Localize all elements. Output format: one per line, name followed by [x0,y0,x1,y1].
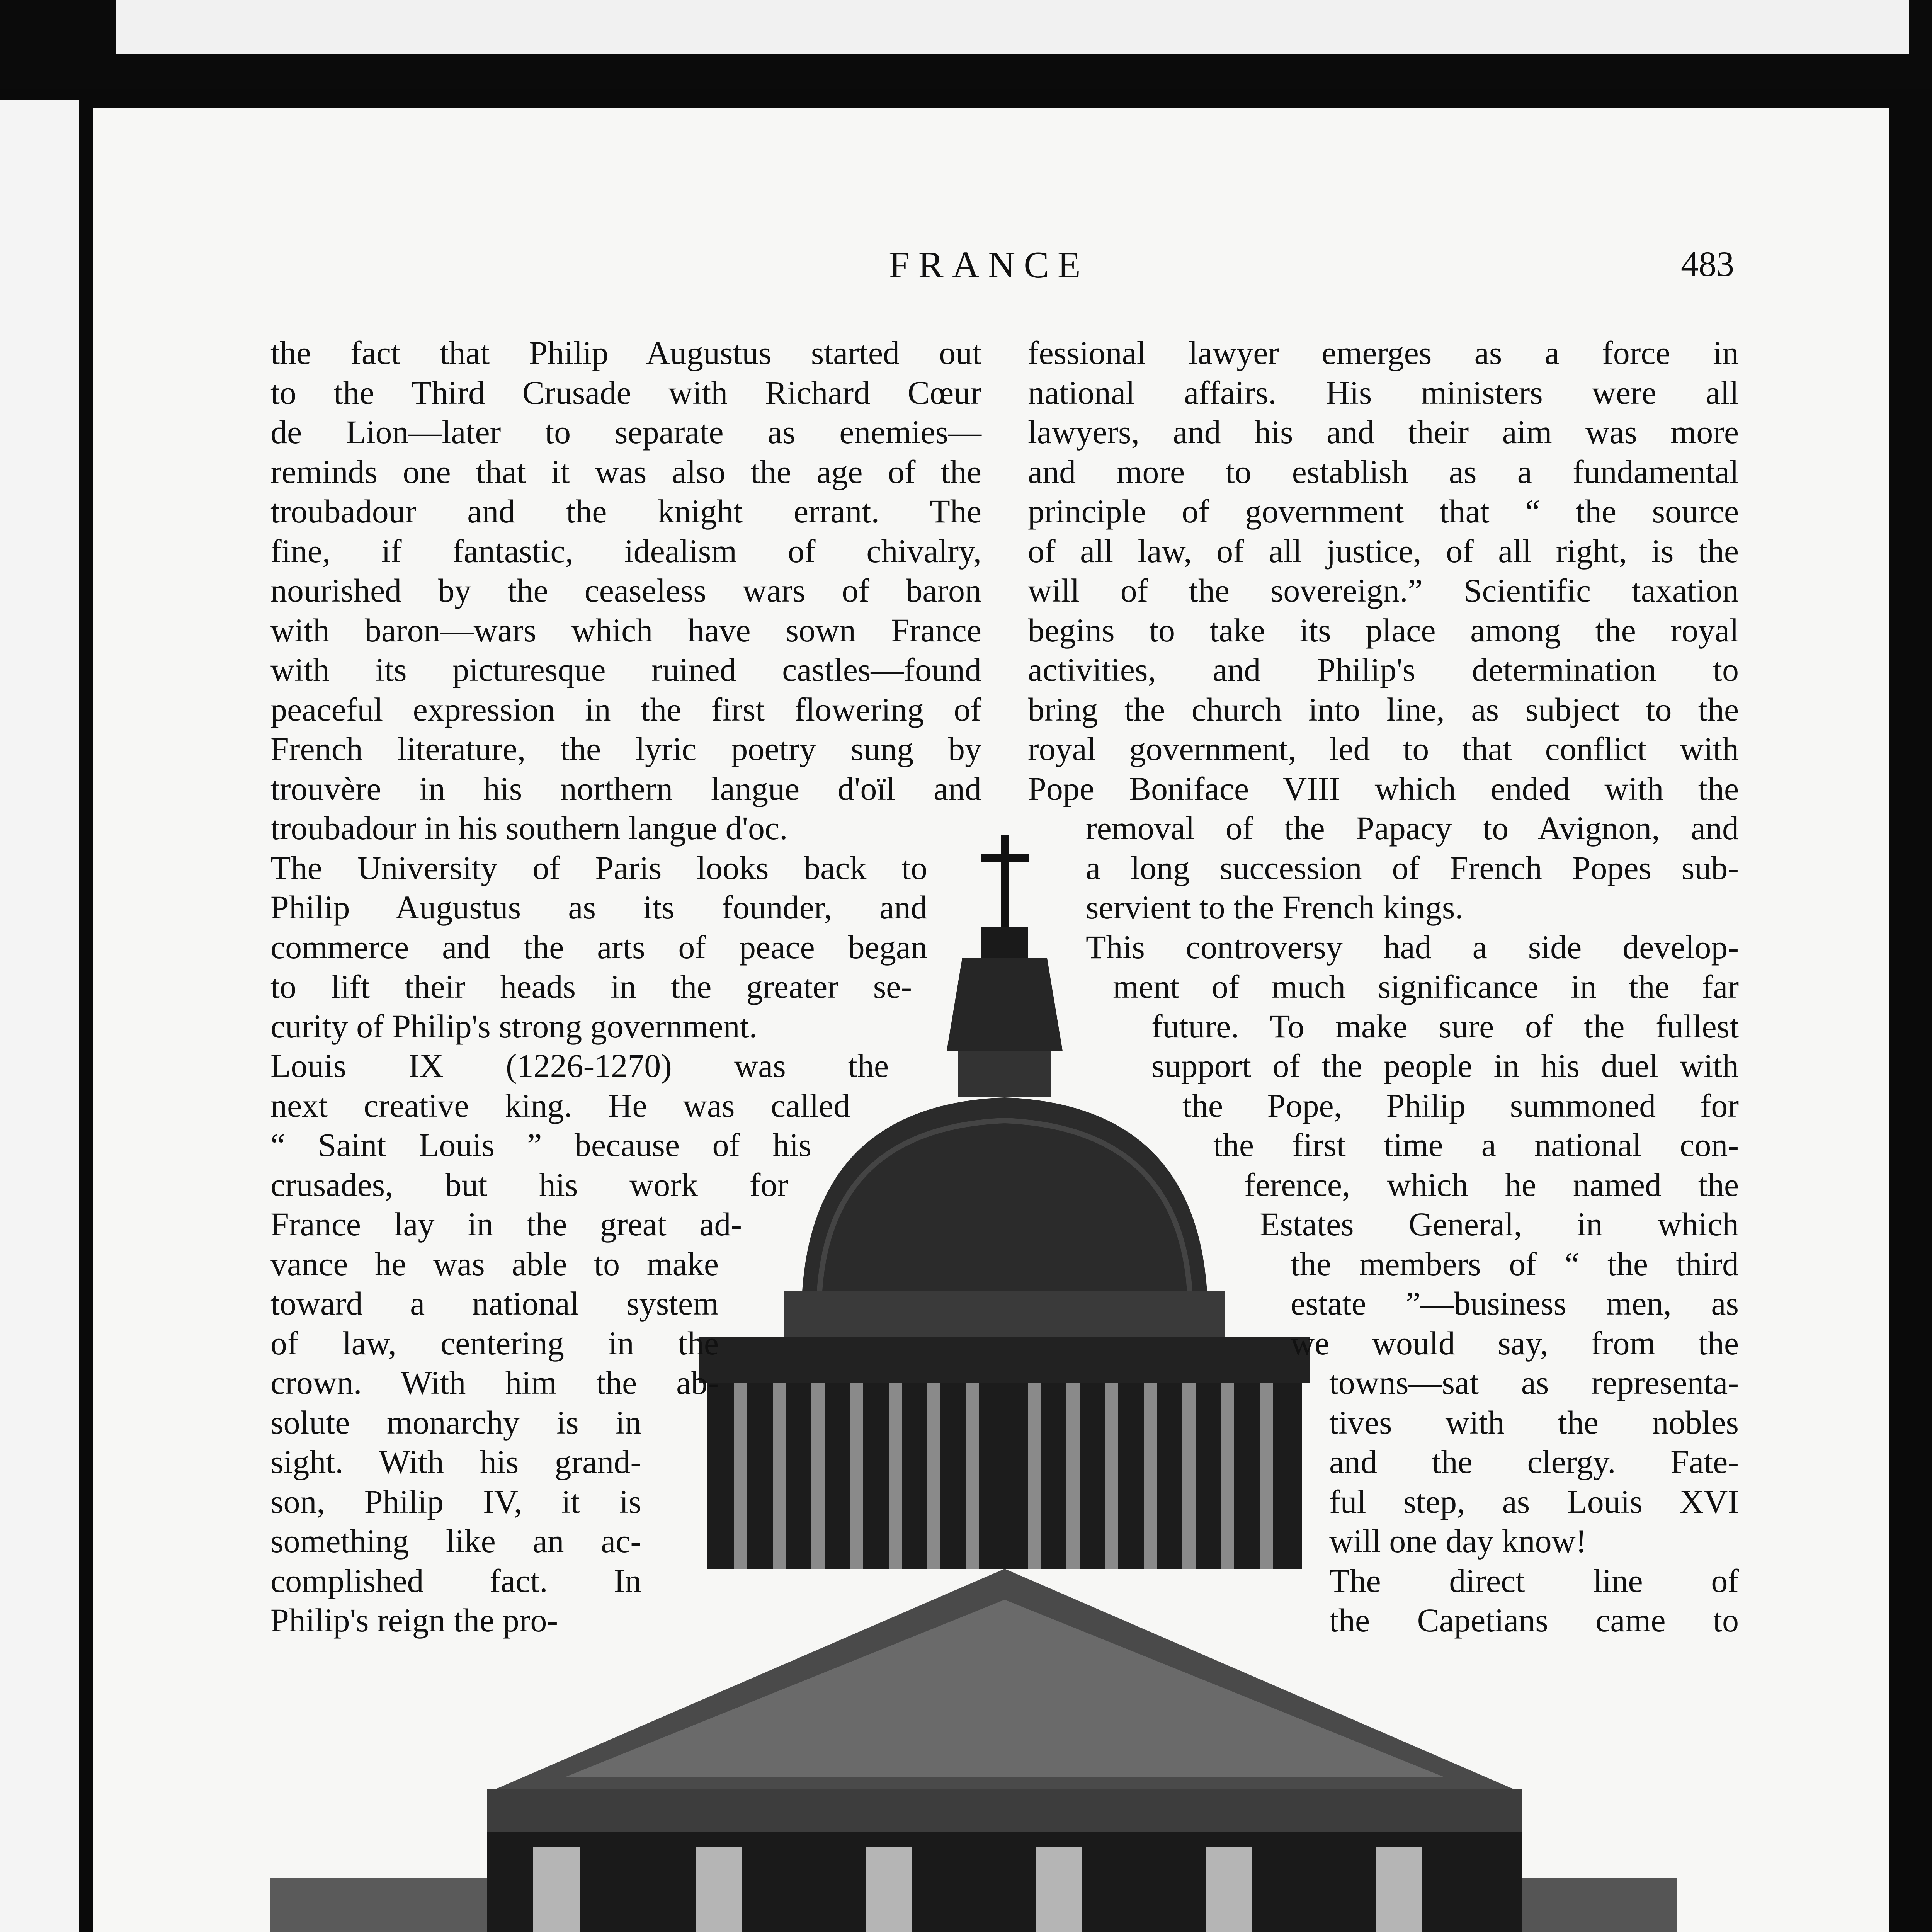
text-line: toward a national system [270,1285,719,1322]
previous-page-edge [116,0,1909,54]
text-line: troubadour in his southern langue d'oc. [270,810,788,847]
text-line: with baron—wars which have sown France [270,611,981,649]
text-line: ment of much significance in the far [1113,968,1739,1005]
text-line: we would say, from the [1291,1324,1739,1362]
adjacent-page-sliver [0,100,79,1932]
text-line: French literature, the lyric poetry sung by [270,730,981,767]
text-line: ference, which he named the [1244,1166,1739,1203]
text-line: solute monarchy is in [270,1403,641,1441]
text-line: will of the sovereign.” Scientific taxation [1028,572,1739,609]
text-line: to lift their heads in the greater se- [270,968,912,1005]
text-line: the members of “ the third [1291,1245,1739,1282]
text-line: begins to take its place among the royal [1028,611,1739,649]
text-line: and more to establish as a fundamental [1028,453,1739,490]
text-line: curity of Philip's strong government. [270,1007,757,1045]
text-line: the Capetians came to [1329,1602,1739,1639]
text-line: national affairs. His ministers were all [1028,374,1739,411]
text-line: fessional lawyer emerges as a force in [1028,334,1739,371]
text-line: troubadour and the knight errant. The [270,493,981,530]
text-line: The University of Paris looks back to [270,849,927,886]
text-line: and the clergy. Fate- [1329,1443,1739,1480]
text-line: “ Saint Louis ” because of his [270,1126,811,1163]
text-line: estate ”—business men, as [1291,1285,1739,1322]
text-line: towns—sat as representa- [1329,1364,1739,1401]
text-line: commerce and the arts of peace began [270,928,927,966]
text-line: This controversy had a side develop- [1086,928,1739,966]
text-line: removal of the Papacy to Avignon, and [1086,810,1739,847]
text-line: Philip Augustus as its founder, and [270,889,927,926]
text-line: activities, and Philip's determination to [1028,651,1739,688]
text-line: a long succession of French Popes sub- [1086,849,1739,886]
text-line: Philip's reign the pro- [270,1602,558,1639]
text-line: son, Philip IV, it is [270,1483,641,1520]
text-line: support of the people in his duel with [1151,1047,1739,1084]
text-line: lawyers, and his and their aim was more [1028,413,1739,451]
text-line: with its picturesque ruined castles—found [270,651,981,688]
text-line: sight. With his grand- [270,1443,641,1480]
text-line: ful step, as Louis XVI [1329,1483,1739,1520]
text-line: Pope Boniface VIII which ended with the [1028,770,1739,807]
text-line: trouvère in his northern langue d'oïl and [270,770,981,807]
left-text-column [270,333,981,1640]
text-line: The direct line of [1329,1562,1739,1599]
text-line: crusades, but his work for [270,1166,788,1203]
text-line: to the Third Crusade with Richard Cœur [270,374,981,411]
text-line: complished fact. In [270,1562,641,1599]
text-line: Estates General, in which [1260,1206,1739,1243]
text-line: will one day know! [1329,1522,1587,1560]
text-line: bring the church into line, as subject to the [1028,690,1739,728]
text-line: of all law, of all justice, of all right, is the [1028,532,1739,570]
text-line: next creative king. He was called [270,1087,850,1124]
text-line: peaceful expression in the first flowering of [270,690,981,728]
text-line: vance he was able to make [270,1245,719,1282]
text-line: of law, centering in the [270,1324,719,1362]
text-line: Louis IX (1226-1270) was the [270,1047,889,1084]
text-line: fine, if fantastic, idealism of chivalry, [270,532,981,570]
text-line: tives with the nobles [1329,1403,1739,1441]
text-line: principle of government that “ the source [1028,493,1739,530]
page-number: 483 [1681,244,1734,284]
text-line: the Pope, Philip summoned for [1182,1087,1739,1124]
text-line: the fact that Philip Augustus started out [270,334,981,371]
text-line: the first time a national con- [1213,1126,1739,1163]
running-head: FRANCE [889,244,1089,286]
text-line: nourished by the ceaseless wars of baron [270,572,981,609]
text-line: de Lion—later to separate as enemies— [270,413,981,451]
right-text-column [1028,333,1739,1640]
text-line: something like an ac- [270,1522,641,1560]
text-line: future. To make sure of the fullest [1151,1007,1739,1045]
text-line: France lay in the great ad- [270,1206,742,1243]
text-line: reminds one that it was also the age of the [270,453,981,490]
text-line: royal government, led to that conflict with [1028,730,1739,767]
text-line: servient to the French kings. [1086,889,1463,926]
text-line: crown. With him the ab- [270,1364,719,1401]
